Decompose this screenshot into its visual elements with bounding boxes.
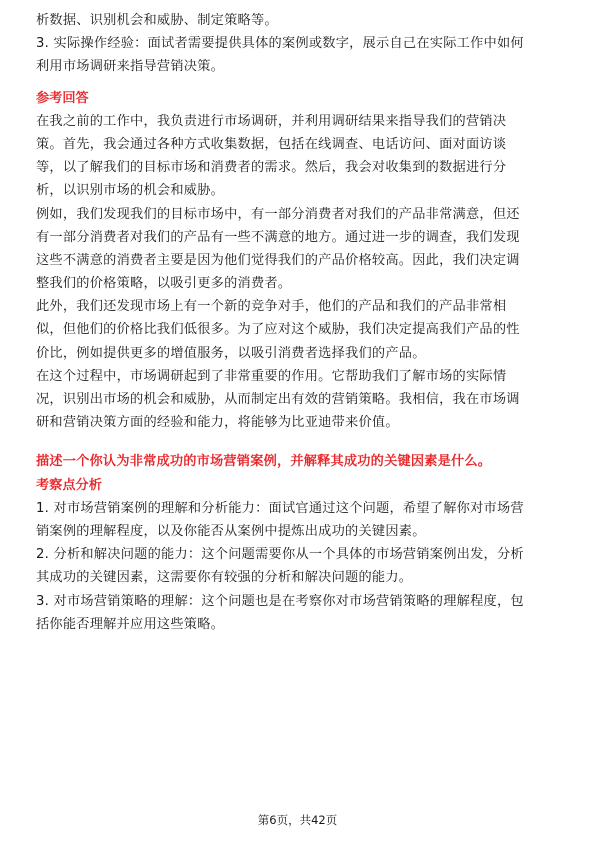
analysis-line: 3. 对市场营销策略的理解：这个问题也是在考察你对市场营销策略的理解程度，包 [36, 593, 524, 609]
interview-question: 描述一个你认为非常成功的市场营销案例，并解释其成功的关键因素是什么。 [36, 454, 492, 470]
paragraph-line: 在我之前的工作中，我负责进行市场调研，并利用调研结果来指导我们的营销决 [36, 113, 507, 129]
answer-paragraph-4 [36, 365, 564, 435]
answer-paragraph-2 [36, 203, 564, 296]
analysis-point-3 [36, 590, 564, 636]
analysis-line: 2. 分析和解决问题的能力：这个问题需要你从一个具体的市场营销案例出发，分析 [36, 547, 524, 563]
paragraph-line: 例如，我们发现我们的目标市场中，有一部分消费者对我们的产品非常满意，但还 [36, 206, 520, 222]
analysis-line: 1. 对市场营销案例的理解和分析能力：面试官通过这个问题，希望了解你对市场营 [36, 500, 524, 516]
paragraph-line: 析，以识别市场的机会和威胁。 [36, 183, 225, 199]
continuation-line: 析数据、识别机会和威胁、制定策略等。 [36, 13, 278, 28]
analysis-line: 其成功的关键因素，这需要你有较强的分析和解决问题的能力。 [36, 570, 413, 586]
paragraph-line: 价比，例如提供更多的增值服务，以吸引消费者选择我们的产品。 [36, 345, 426, 361]
paragraph-line: 研和营销决策方面的经验和能力，将能够为比亚迪带来价值。 [36, 415, 399, 431]
reference-answer-title: 参考回答 [36, 90, 89, 106]
analysis-point-2 [36, 543, 564, 589]
paragraph-line: 此外，我们还发现市场上有一个新的竞争对手，他们的产品和我们的产品非常相 [36, 299, 507, 315]
paragraph-line: 有一部分消费者对我们的产品有一些不满意的地方。通过进一步的调查，我们发现 [36, 229, 520, 245]
analysis-line: 括你能否理解并应用这些策略。 [36, 616, 225, 632]
page-number: 第6页，共42页 [257, 813, 338, 827]
analysis-point-1 [36, 497, 564, 543]
page-content [36, 9, 564, 636]
paragraph-line: 等，以了解我们的目标市场和消费者的需求。然后，我会对收集到的数据进行分 [36, 160, 507, 176]
paragraph-line: 似，但他们的价格比我们低很多。为了应对这个威胁，我们决定提高我们产品的性 [36, 322, 520, 338]
point-3-line-1: 3. 实际操作经验：面试者需要提供具体的案例或数字，展示自己在实际工作中如何 [36, 36, 524, 52]
paragraph-line: 在这个过程中，市场调研起到了非常重要的作用。它帮助我们了解市场的实际情 [36, 368, 507, 384]
paragraph-line: 整我们的价格策略，以吸引更多的消费者。 [36, 276, 292, 292]
point-3-line-2: 利用市场调研来指导营销决策。 [36, 59, 225, 75]
paragraph-line: 况，识别出市场的机会和威胁，从而制定出有效的营销策略。我相信，我在市场调 [36, 392, 520, 407]
answer-paragraph-3 [36, 295, 564, 365]
analysis-title: 考察点分析 [36, 477, 102, 493]
analysis-line: 销案例的理解程度，以及你能否从案例中提炼出成功的关键因素。 [36, 523, 426, 539]
paragraph-line: 策。首先，我会通过各种方式收集数据，包括在线调查、电话访问、面对面访谈 [36, 136, 507, 152]
paragraph-line: 这些不满意的消费者主要是因为他们觉得我们的产品价格较高。因此，我们决定调 [36, 252, 520, 268]
answer-paragraph-1 [36, 110, 564, 203]
